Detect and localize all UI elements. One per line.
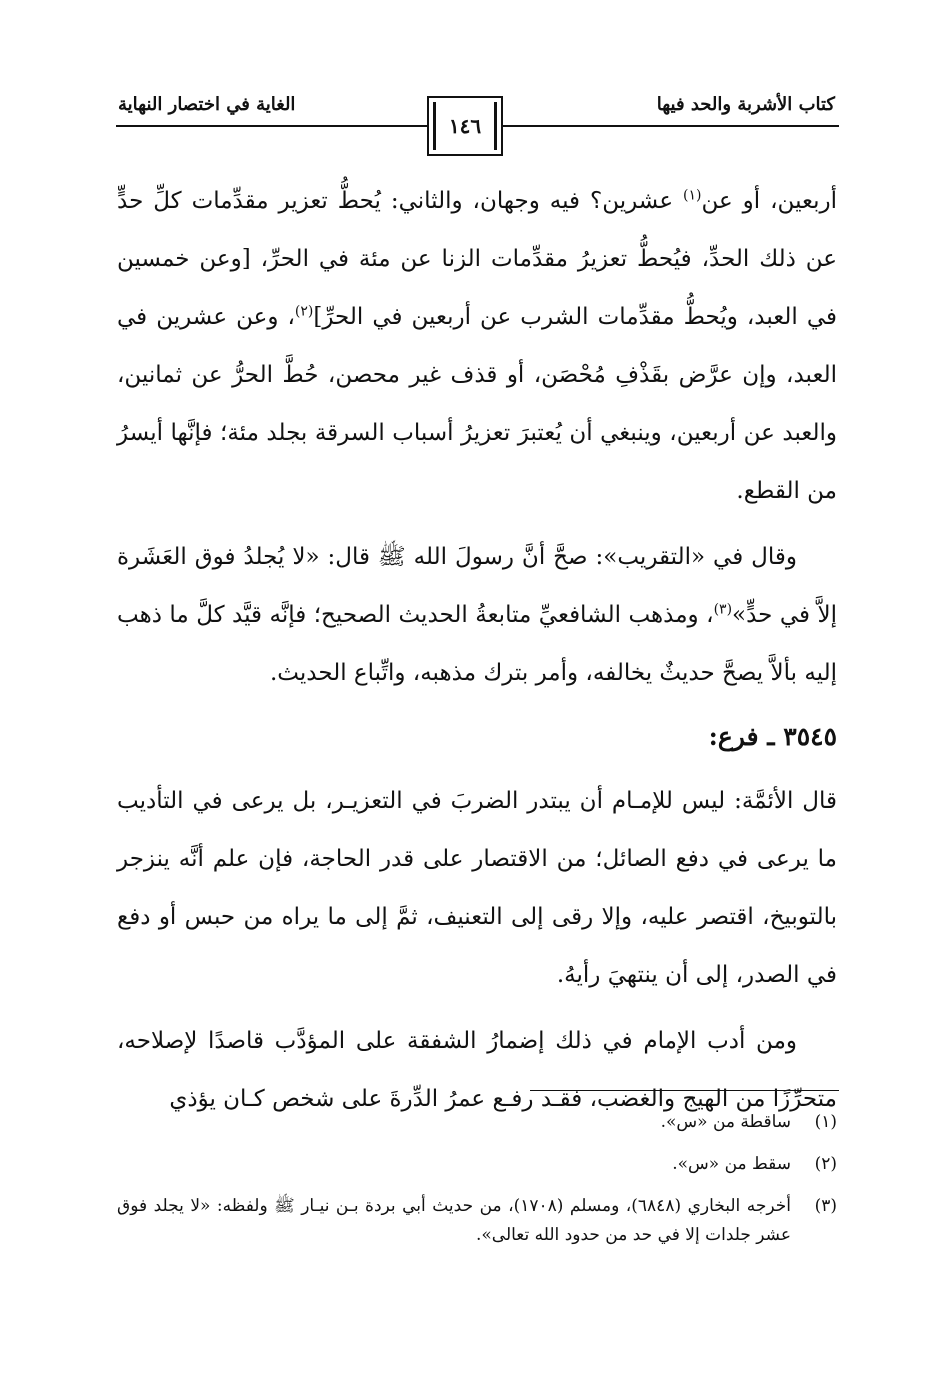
- footnote-ref-2: (٢): [294, 303, 314, 320]
- paragraph-2-text-a: وقال في «التقريب»: صحَّ أنَّ رسولَ الله ﷺ قال: «لا يُجلدُ فوق العَشَرة إلاَّ في حدٍّ»: [117, 544, 837, 628]
- paragraph-2-text-b: ، ومذهب الشافعيِّ متابعةُ الحديث الصحيح؛ فإنَّه قيَّد كلَّ ما ذهب إليه بألاَّ يصحَّ حديثٌ يخالفه، وأمر بترك مذهبه، واتِّباع الحديث.: [117, 602, 837, 686]
- section-heading: ٣٥٤٥ ـ فرع:: [708, 722, 837, 751]
- paragraph-1: [117, 172, 837, 520]
- chapter-title: كتاب الأشربة والحد فيها: [656, 94, 835, 115]
- header-rule-left: [116, 125, 431, 127]
- book-title: الغاية في اختصار النهاية: [118, 94, 296, 115]
- paragraph-2: [117, 528, 837, 702]
- paragraph-1-text-a: أربعين، أو عن: [701, 188, 837, 214]
- footnotes: [117, 1108, 837, 1263]
- paragraph-4: ومن أدب الإمام في ذلك إضمارُ الشفقة على المؤدَّب قاصدًا لإصلاحه، متحرِّزًا من الهيج والغضب، فقـد رفـع عمرُ الدِّرةَ على شخص كـان يؤذي: [117, 1028, 837, 1112]
- page-number-box: [427, 96, 503, 156]
- paragraph-3: قال الأئمَّة: ليس للإمـام أن يبتدر الضربَ في التعزيـر، بل يرعى في التأديب ما يرعى في دفع الصائل؛ من الاقتصار على قدر الحاجة، فإن علم أنَّه ينزجر بالتوبيخ، اقتصر عليه، وإلا رقى إلى التعنيف، ثمَّ إلى ما يراه من حبس أو دفع في الصدر، إلى أن ينتهيَ رأيهُ.: [117, 788, 837, 988]
- footnote-number: (٣): [814, 1196, 837, 1216]
- footnote-number: (٢): [814, 1154, 837, 1174]
- footnote-ref-1: (١): [683, 187, 702, 204]
- page-number: ١٤٦: [448, 114, 482, 138]
- footnote-text: أخرجه البخاري (٦٨٤٨)، ومسلم (١٧٠٨)، من حديث أبي بردة بـن نيـار ﷺ ولفظه: «لا يجلد فوق عشر جلدات إلا في حد من حدود الله تعالى».: [117, 1196, 791, 1245]
- paragraph-1-text-c: ، وعن عشرين في العبد، وإن عرَّض بقَذْفِ مُحْصَن، أو قذف غير محصن، حُطَّ الحرُّ عن ثمانين، والعبد عن أربعين، وينبغي أن يُعتبرَ تعزيرُ أسباب السرقة بجلد مئة؛ فإنَّها أيسرُ من القطع.: [117, 304, 837, 504]
- footnote-1: [117, 1108, 837, 1137]
- header-rule-right: [503, 125, 839, 127]
- footnote-text: ساقطة من «س».: [660, 1112, 791, 1132]
- footnote-3: [117, 1192, 837, 1250]
- main-text: [117, 172, 837, 1128]
- footnote-separator: [530, 1090, 839, 1091]
- footnote-number: (١): [814, 1112, 837, 1132]
- footnote-text: سقط من «س».: [672, 1154, 791, 1174]
- footnote-2: [117, 1150, 837, 1179]
- footnote-ref-3: (٣): [713, 601, 733, 618]
- paragraph-1-text-b: عشرين؟ فيه وجهان، والثاني: يُحطُّ تعزير مقدِّمات كلِّ حدٍّ عن ذلك الحدِّ، فيُحطُّ تعزيرُ مقدِّمات الزنا عن مئة في الحرِّ، [وعن خمسين في العبد، ويُحطُّ مقدِّمات الشرب عن أربعين في الحرِّ]: [117, 188, 838, 330]
